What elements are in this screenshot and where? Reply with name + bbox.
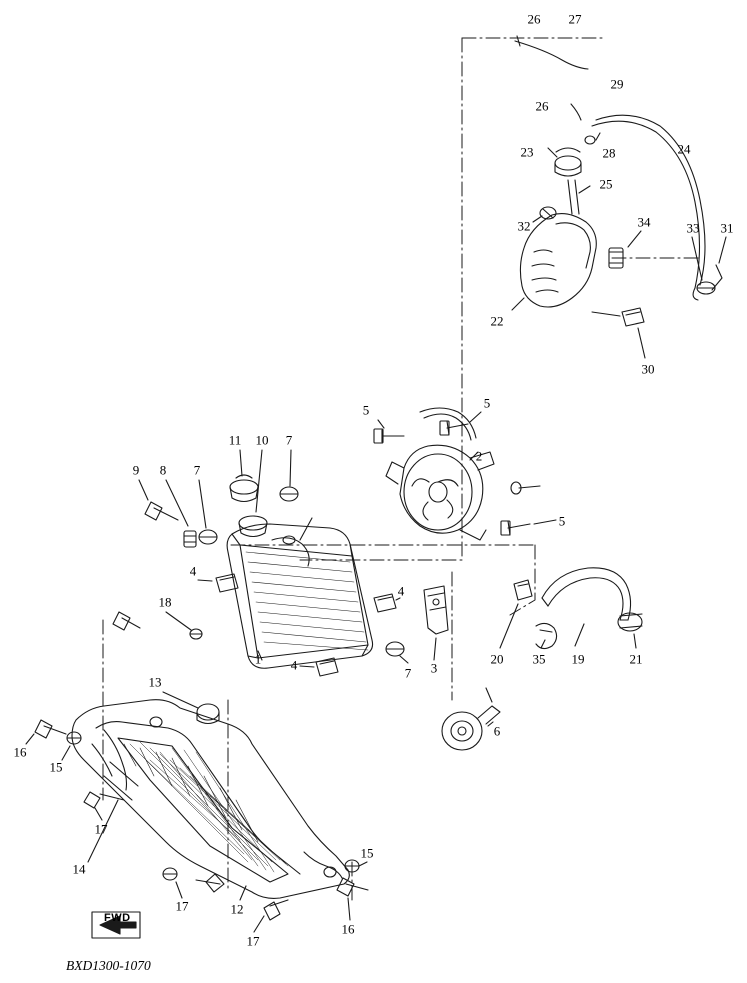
callout-29: 29 (610, 76, 624, 92)
callout-7: 7 (193, 462, 201, 478)
bolt-5-a (382, 430, 404, 442)
bolt-16-a-shaft (44, 726, 66, 734)
callout-7: 7 (285, 432, 293, 448)
bolt-18-shaft (122, 618, 140, 628)
bolt-17-a-head (84, 792, 100, 808)
callout-21: 21 (629, 651, 643, 667)
callout-12: 12 (230, 901, 244, 917)
callout-34: 34 (637, 214, 651, 230)
bracket-3-hole (433, 599, 439, 605)
callout-27: 27 (568, 11, 582, 27)
callout-31: 31 (720, 220, 734, 236)
callout-26: 26 (535, 98, 549, 114)
collar-8 (184, 531, 196, 547)
callout-5: 5 (362, 402, 370, 418)
nut-31 (712, 265, 722, 290)
callout-17: 17 (94, 821, 108, 837)
bolt-5-c (508, 521, 530, 535)
leader-23 (548, 148, 557, 157)
callout-16: 16 (13, 744, 27, 760)
clip-20 (514, 580, 532, 600)
leader-31 (719, 237, 726, 263)
clip-fan-right (519, 486, 540, 488)
leader-15-a (62, 746, 70, 760)
callout-14: 14 (72, 861, 86, 877)
leader-10 (256, 450, 262, 512)
leader-radiator-body (300, 518, 312, 540)
leader-25 (579, 186, 590, 193)
bolt-17-c-head (264, 902, 280, 920)
callout-11: 11 (228, 432, 242, 448)
bolt-16-b-head (337, 878, 354, 896)
tube-25-b (575, 180, 579, 214)
horn-6-center (458, 727, 466, 735)
callout-9: 9 (132, 462, 140, 478)
leader-17-b (176, 882, 182, 898)
leader-5-a (378, 420, 384, 428)
callout-15: 15 (360, 845, 374, 861)
leader-21 (634, 634, 636, 648)
tab-4-b-line (378, 597, 392, 600)
callout-5: 5 (558, 513, 566, 529)
bolt-5-b (447, 421, 468, 435)
callout-23: 23 (520, 144, 534, 160)
callout-35: 35 (532, 651, 546, 667)
grommet-30 (622, 308, 644, 326)
callout-1: 1 (254, 651, 262, 667)
tube-25 (568, 180, 572, 214)
leader-5-c (534, 520, 556, 524)
leader-30 (638, 328, 645, 358)
callout-18: 18 (158, 594, 172, 610)
callout-4: 4 (290, 657, 298, 673)
fan-hub (429, 482, 447, 502)
tank-22-rib2 (532, 264, 554, 266)
leader-11 (240, 450, 242, 476)
hose-19-inner (548, 578, 623, 620)
leader-35 (541, 640, 545, 648)
callout-26: 26 (527, 11, 541, 27)
horn-bracket (478, 706, 500, 724)
callout-17: 17 (246, 933, 260, 949)
collar-8-lines (184, 536, 196, 542)
leader-18 (166, 612, 191, 630)
tab-4-a-line (220, 577, 234, 580)
leader-15-b (359, 862, 367, 866)
clamp-35-line (540, 630, 552, 632)
horn-6 (442, 712, 482, 750)
callout-32: 32 (517, 218, 531, 234)
leader-20 (500, 604, 518, 648)
callout-22: 22 (490, 313, 504, 329)
cap-23-top (556, 148, 580, 152)
callout-20: 20 (490, 651, 504, 667)
tab-4-b (374, 594, 396, 612)
radiator-cap-11 (230, 480, 258, 494)
fan-blades (412, 479, 458, 520)
tank-22-rib1 (534, 250, 552, 252)
radiator-fins (246, 552, 368, 650)
fan-bracket-lower (460, 530, 486, 540)
callout-16: 16 (341, 921, 355, 937)
callout-10: 10 (255, 432, 269, 448)
tank-22-rib3 (532, 278, 556, 280)
leader-5-b (470, 412, 481, 422)
diagram-code: BXD1300-1070 (66, 958, 151, 973)
clamp-32-detail (543, 209, 553, 218)
hose-19-ends (542, 598, 628, 620)
leader-7-c (400, 656, 408, 663)
bolt-16-b-shaft (346, 884, 368, 890)
callout-13: 13 (148, 674, 162, 690)
leader-19 (575, 624, 584, 646)
callout-33: 33 (686, 220, 700, 236)
tank-22-rib4 (536, 290, 558, 292)
leader-34 (628, 231, 641, 247)
leader-6 (488, 722, 493, 726)
cover-left-vents (104, 762, 138, 800)
hose-27 (515, 41, 588, 69)
leader-9 (139, 480, 148, 500)
callout-7: 7 (404, 665, 412, 681)
leader-4-a (198, 580, 212, 581)
cover-hole-top (150, 717, 162, 727)
callout-15: 15 (49, 759, 63, 775)
fitting-28 (585, 136, 595, 144)
leader-30-stem (592, 312, 620, 316)
reservoir-tank-22 (517, 214, 596, 307)
callout-4: 4 (397, 583, 405, 599)
callout-8: 8 (159, 462, 167, 478)
filler-neck-10 (239, 516, 267, 530)
cover-inner-edge (96, 722, 300, 874)
outlet-ring (283, 536, 295, 544)
leader-22 (512, 298, 524, 310)
horn-stem (486, 688, 492, 702)
callout-28: 28 (602, 145, 616, 161)
callout-5: 5 (483, 395, 491, 411)
bolt-9-shaft (154, 508, 178, 520)
bolt-16-a-head (35, 720, 52, 738)
radiator-cap-top (236, 475, 252, 478)
callout-19: 19 (571, 651, 585, 667)
fwd-label: FWD (104, 912, 131, 924)
fan-harness (420, 408, 476, 438)
leader-28 (596, 133, 600, 140)
leader-17-a (95, 808, 102, 820)
leader-7-b (199, 480, 206, 528)
hose-19-outer (542, 568, 631, 620)
clip-20-line (518, 584, 528, 586)
callout-3: 3 (430, 660, 438, 676)
grommet-30-line (626, 312, 640, 315)
leader-16-b (348, 898, 350, 920)
cap-23 (555, 156, 581, 170)
leader-17-c (254, 916, 264, 932)
leader-16-a (26, 734, 34, 744)
horn-6-inner (451, 721, 473, 741)
callout-25: 25 (599, 176, 613, 192)
clamp-35 (536, 623, 557, 648)
tank-22-inner-line (556, 223, 590, 268)
fan-blade-ring (404, 454, 472, 530)
callout-17: 17 (175, 898, 189, 914)
clip-26-lower (571, 104, 581, 120)
leader-32 (533, 216, 542, 222)
leader-3 (434, 638, 436, 660)
callout-4: 4 (189, 563, 197, 579)
leader-7-a (290, 450, 291, 486)
fan-bracket-left (386, 462, 404, 484)
bracket-3-lines (428, 593, 446, 610)
callout-6: 6 (493, 723, 501, 739)
leader-4-c (300, 666, 314, 667)
axis-line-reservoir (510, 545, 535, 615)
callout-24: 24 (677, 141, 691, 157)
callout-2: 2 (475, 448, 483, 464)
cover-hole-right (324, 867, 336, 877)
radiator-outlet-upper (272, 538, 309, 566)
leader-13 (163, 692, 198, 708)
callout-30: 30 (641, 361, 655, 377)
